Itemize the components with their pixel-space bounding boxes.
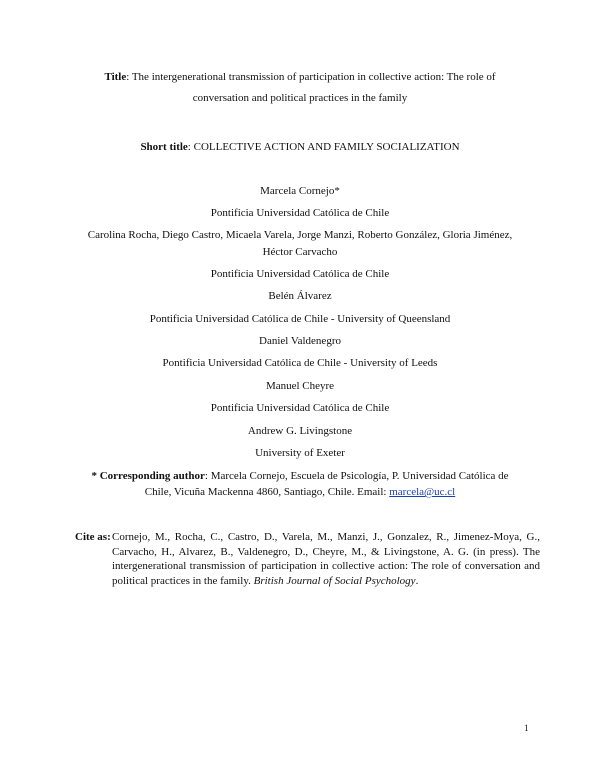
corresponding-text-1: : Marcela Cornejo, Escuela de Psicología, P. Universidad Católica de <box>204 470 509 482</box>
citation-main: Cornejo, M., Rocha, C., Castro, D., Varela, M., Manzi, J., Gonzalez, R., Jimenez-Moya, G., Carvacho, H., Alvarez, B., Valdenegro, D., Cheyre, M., & Livingstone, A. G. (in press). The intergenerational transmission of participation in collective action: The role of conversation and political practices in the family. <box>112 531 540 587</box>
short-title-text: : COLLECTIVE ACTION AND FAMILY SOCIALIZATION <box>187 141 460 153</box>
journal-name: British Journal of Social Psychology <box>253 574 416 587</box>
affiliation-line: Pontificia Universidad Católica de Chile <box>210 207 390 219</box>
affiliation-line: Pontificia Universidad Católica de Chile <box>210 268 390 280</box>
affiliation-line: Pontificia Universidad Católica de Chile - University of Queensland <box>149 313 451 325</box>
affiliation-line: University of Exeter <box>255 447 345 459</box>
author-line: Daniel Valdenegro <box>259 335 341 347</box>
cite-label: Cite as: <box>75 531 111 543</box>
title-label: Title <box>104 71 127 83</box>
corresponding-author-line-2 <box>0 485 600 499</box>
citation-text <box>112 530 540 588</box>
author-line: Manuel Cheyre <box>265 380 335 392</box>
title-text-1: : The intergenerational transmission of participation in collective action: The role of <box>126 71 496 83</box>
title-line-2: conversation and political practices in the family <box>192 92 408 104</box>
corresponding-label: * Corresponding author <box>91 470 205 482</box>
email-link[interactable]: marcela@uc.cl <box>389 486 456 498</box>
affiliation-line: Pontificia Universidad Católica de Chile <box>210 402 390 414</box>
corresponding-text-2: Chile, Vicuña Mackenna 4860, Santiago, Chile. Email: <box>144 486 390 498</box>
short-title <box>0 140 600 154</box>
affiliation-line: Pontificia Universidad Católica de Chile - University of Leeds <box>162 357 438 369</box>
short-title-label: Short title <box>140 141 188 153</box>
author-line: Marcela Cornejo* <box>260 185 340 197</box>
author-line: Belén Álvarez <box>268 290 332 302</box>
page-number: 1 <box>524 723 529 733</box>
citation-end: . <box>415 574 419 587</box>
author-line: Carolina Rocha, Diego Castro, Micaela Varela, Jorge Manzi, Roberto González, Gloria Jiménez, <box>87 229 513 241</box>
author-line: Héctor Carvacho <box>262 246 338 258</box>
author-line: Andrew G. Livingstone <box>247 425 353 437</box>
title-line-1 <box>0 70 600 84</box>
corresponding-author-line-1 <box>0 469 600 483</box>
